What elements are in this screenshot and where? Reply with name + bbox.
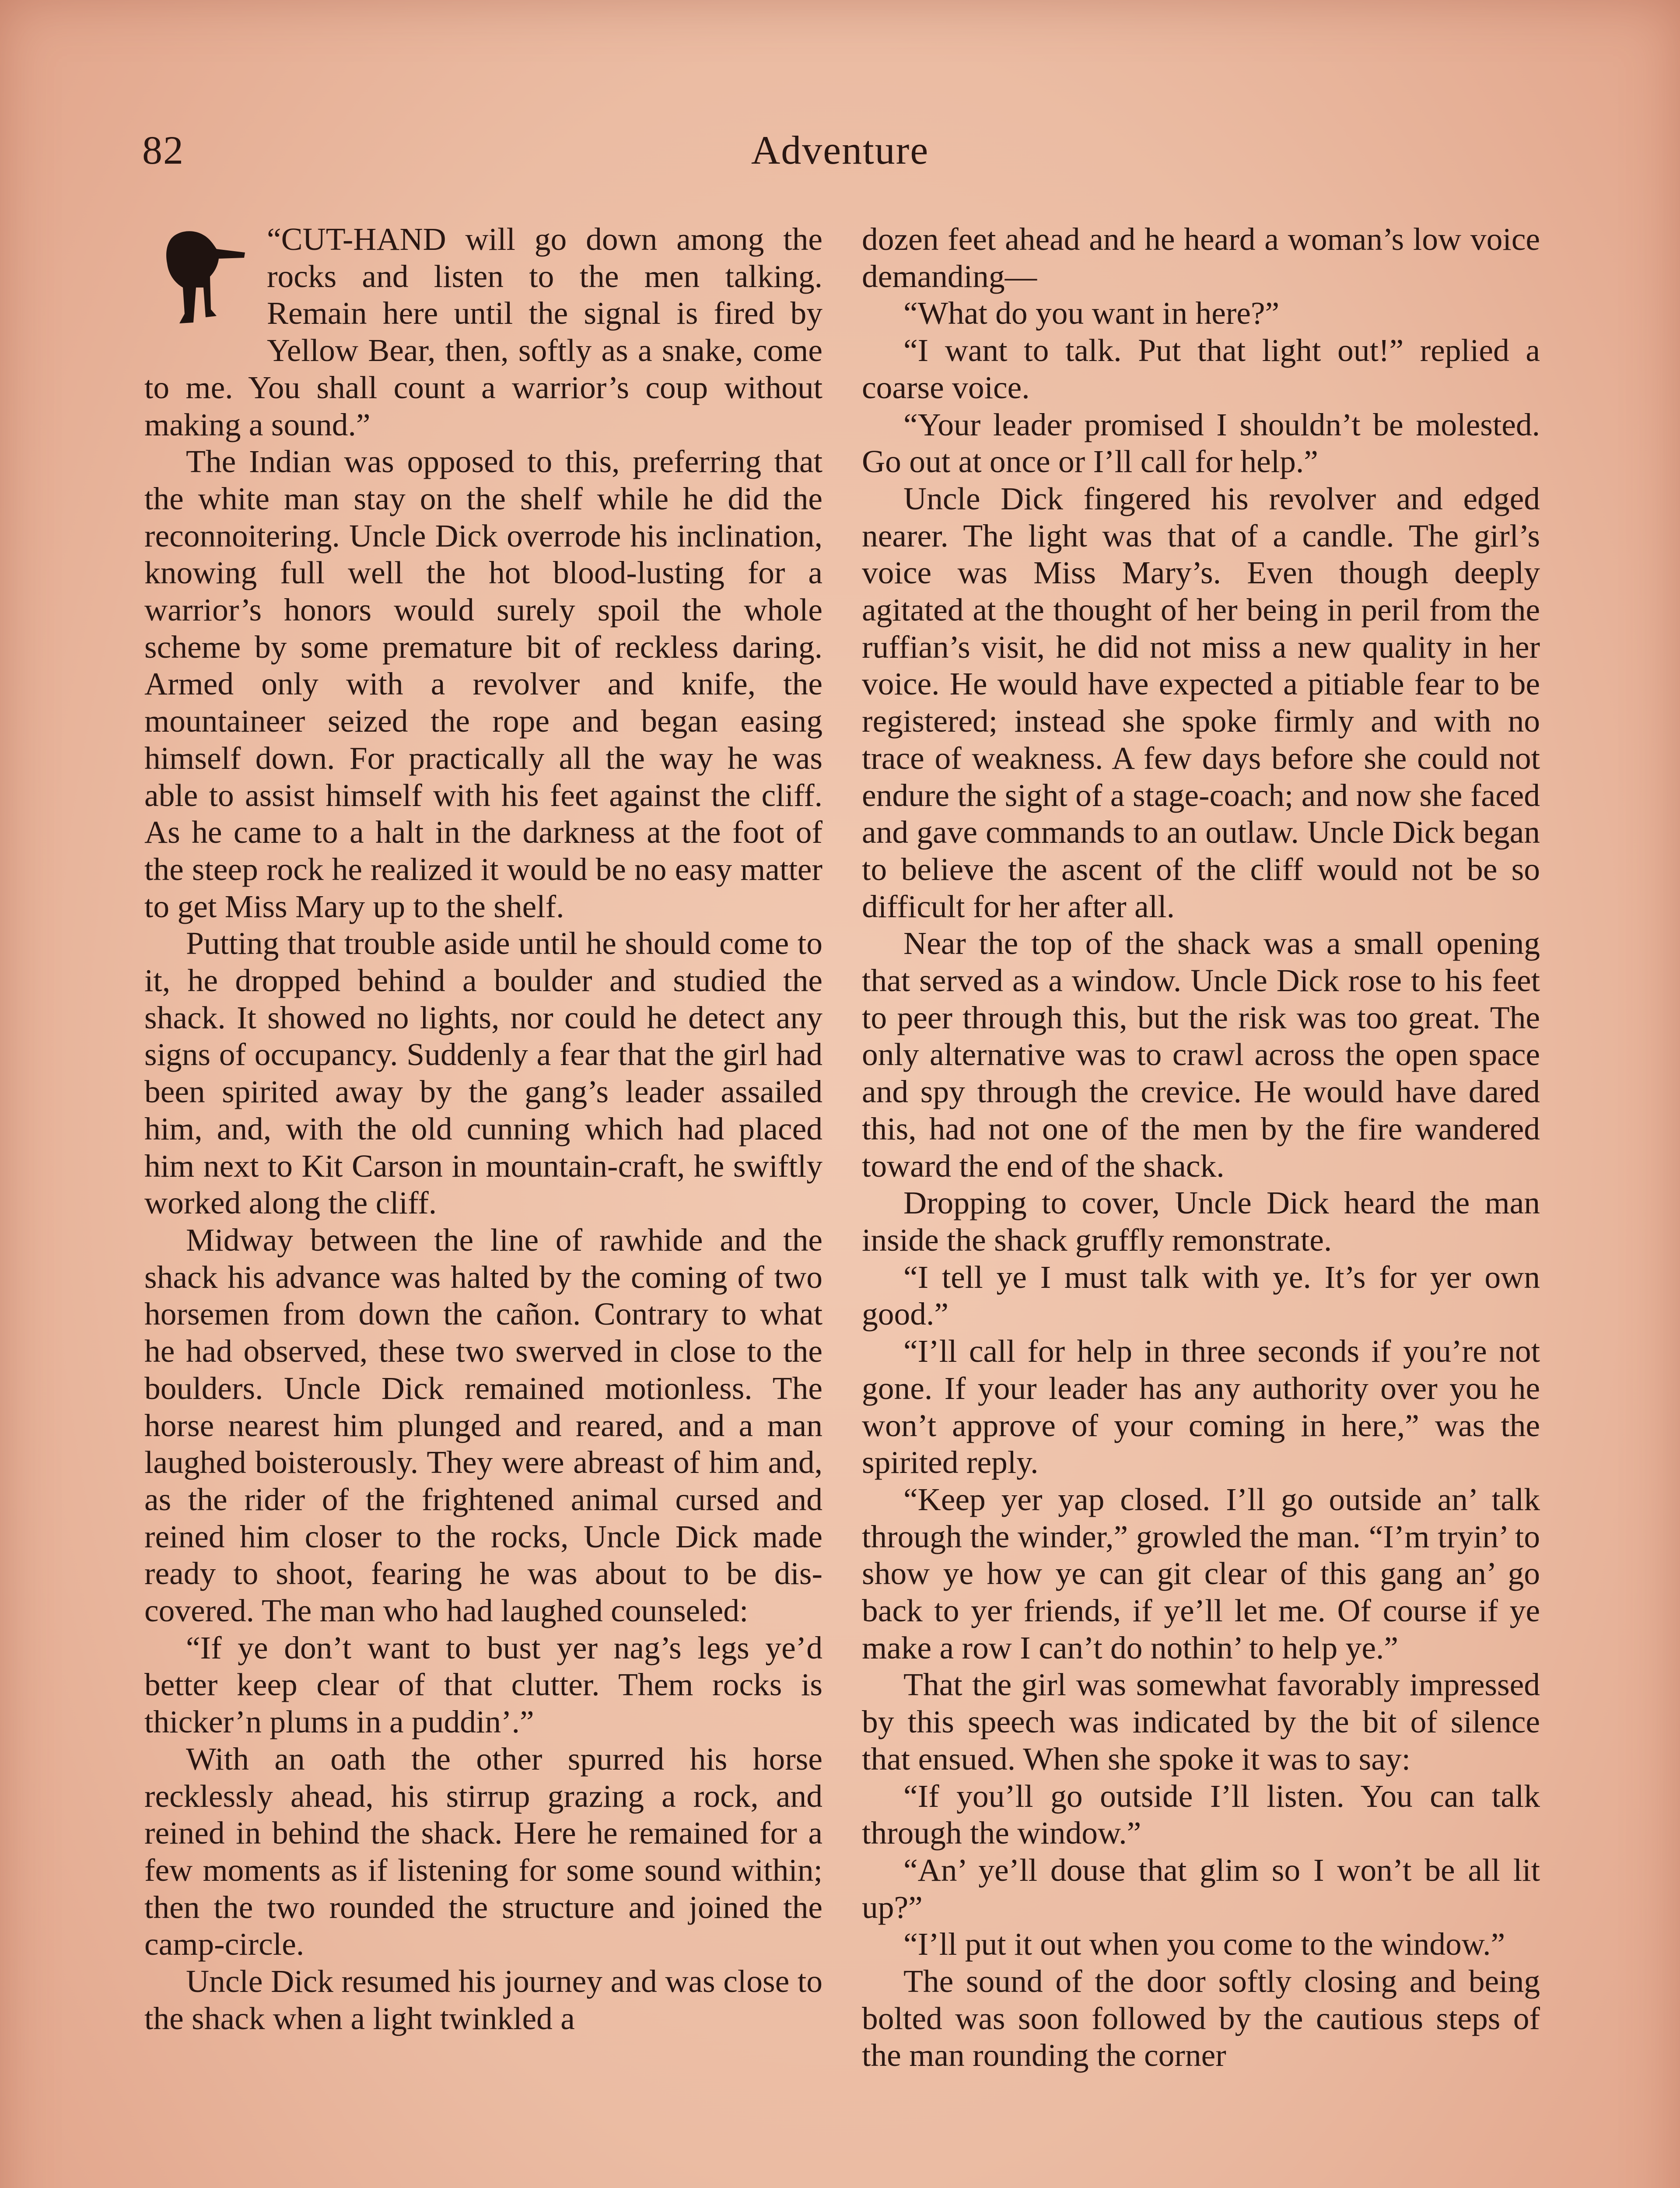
paragraph	[144, 221, 822, 443]
page-number: 82	[142, 128, 184, 172]
paragraph: With an oath the other spurred his horse recklessly ahead, his stirrup grazing a rock, and reined in behind the shack. Here he remained for a few moments as if listening for some sound within; then the two rounded the structure and joined the camp-circle.	[144, 1741, 822, 1962]
paragraph: “Your leader promised I shouldn’t be molested. Go out at once or I’ll call for help.”	[862, 407, 1540, 480]
paragraph: “I’ll call for help in three seconds if you’re not gone. If your leader has any authority over you he won’t approve of your coming in here,” was the spirited reply.	[862, 1333, 1540, 1480]
paragraph: dozen feet ahead and he heard a woman’s low voice demanding—	[862, 221, 1540, 294]
paragraph: The Indian was opposed to this, preferring that the white man stay on the shelf while he did the reconnoitering. Uncle Dick overrode his inclination, knowing full well the hot blood-lusting for a warrior’s honors would surely spoil the whole scheme by some premature bit of reckless daring. Armed only with a revolver and knife, the mountaineer seized the rope and began easing himself down. For practically all the way he was able to assist himself with his feet against the cliff. As he came to a halt in the darkness at the foot of the steep rock he realized it would be no easy matter to get Miss Mary up to the shelf.	[144, 444, 822, 924]
paragraph: “What do you want in here?”	[903, 295, 1280, 331]
paragraph: “If you’ll go outside I’ll listen. You can talk through the window.”	[862, 1778, 1540, 1851]
text-column-right	[862, 221, 1540, 2074]
paragraph: “I’ll put it out when you come to the window.”	[903, 1926, 1505, 1962]
paragraph: The sound of the door softly closing and being bolted was soon followed by the cautious steps of the man rounding the corner	[862, 1964, 1540, 2073]
horseman-dropcap-illustration	[144, 222, 254, 338]
paragraph: That the girl was somewhat favorably impressed by this speech was indicated by the bit of silence that ensued. When she spoke it was to say:	[862, 1667, 1540, 1777]
paragraph: Uncle Dick fingered his revolver and edged nearer. The light was that of a candle. The girl’s voice was Miss Mary’s. Even though deeply agitated at the thought of her being in peril from the ruffian’s visit, he did not miss a new quality in her voice. He would have expected a pitiable fear to be registered; instead she spoke firmly and with no trace of weakness. A few days before she could not endure the sight of a stage-coach; and now she faced and gave commands to an outlaw. Uncle Dick began to believe the ascent of the cliff would not be so difficult for her after all.	[862, 480, 1540, 924]
paragraph-text: “CUT-HAND will go down among the rocks and listen to the men talking. Remain here until the signal is fired by Yellow Bear, then, softly as a snake, come to me. You shall count a warrior’s coup without making a sound.”	[144, 221, 822, 442]
paragraph: Dropping to cover, Uncle Dick heard the man inside the shack gruffly remonstrate.	[862, 1185, 1540, 1258]
running-head-title: Adventure	[751, 128, 929, 172]
paragraph: “An’ ye’ll douse that glim so I won’t be all lit up?”	[862, 1852, 1540, 1925]
paragraph: “Keep yer yap closed. I’ll go outside an’ talk through the winder,” growled the man. “I’m tryin’ to show ye how ye can git clear of this gang an’ go back to yer friends, if ye’ll let me. Of course if ye make a row I can’t do nothin’ to help ye.”	[862, 1481, 1540, 1666]
paragraph: Uncle Dick resumed his journey and was close to the shack when a light twinkled a	[144, 1964, 822, 2036]
paragraph: “If ye don’t want to bust yer nag’s legs ye’d better keep clear of that clutter. Them rocks is thicker’n plums in a puddin’.”	[144, 1630, 822, 1740]
paragraph: Putting that trouble aside until he should come to it, he dropped behind a boulder and studied the shack. It showed no lights, nor could he detect any signs of occupancy. Suddenly a fear that the girl had been spirited away by the gang’s leader assailed him, and, with the old cunning which had placed him next to Kit Carson in mountain-craft, he swiftly worked along the cliff.	[144, 926, 822, 1221]
paragraph: “I want to talk. Put that light out!” replied a coarse voice.	[862, 333, 1540, 405]
text-column-left	[144, 221, 822, 2037]
paragraph: “I tell ye I must talk with ye. It’s for yer own good.”	[862, 1259, 1540, 1332]
paragraph: Midway between the line of rawhide and the shack his advance was halted by the coming of two horsemen from down the cañon. Contrary to what he had observed, these two swerved in close to the boulders. Uncle Dick remained motionless. The horse nearest him plunged and reared, and a man laughed boisterously. They were abreast of him and, as the rider of the frightened animal cursed and reined him closer to the rocks, Uncle Dick made ready to shoot, fearing he was about to be discovered. The man who had laughed counseled:	[144, 1222, 822, 1629]
paragraph: Near the top of the shack was a small opening that served as a window. Uncle Dick rose to his feet to peer through this, but the risk was too great. The only alternative was to crawl across the open space and spy through the crevice. He would have dared this, had not one of the men by the fire wandered toward the end of the shack.	[862, 926, 1540, 1184]
